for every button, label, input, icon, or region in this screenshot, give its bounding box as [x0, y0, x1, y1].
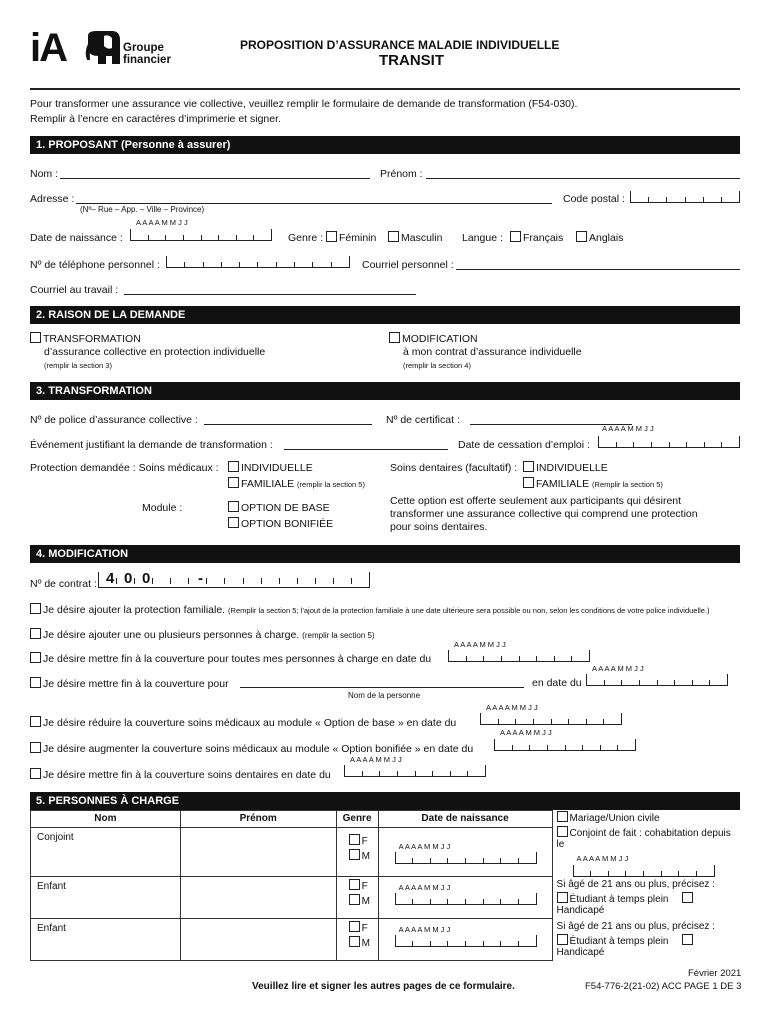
modification-note: (remplir la section 4) [403, 361, 471, 370]
adresse-field[interactable] [76, 203, 552, 204]
intro-line2: Remplir à l’encre en caractères d’imprimerie et signer. [30, 113, 281, 125]
genre-label: Genre : [288, 232, 324, 244]
f-checkbox[interactable] [349, 921, 360, 932]
prenom-cell[interactable] [180, 828, 336, 877]
item1-checkbox[interactable] [30, 603, 41, 614]
genre-cell [336, 828, 378, 877]
footer-date: Février 2021 [688, 968, 742, 979]
handicape-option[interactable]: Handicapé [557, 894, 696, 916]
cessation-label: Date de cessation d’emploi : [458, 439, 590, 451]
intro-line1: Pour transformer une assurance vie collective, veuillez remplir le formulaire de demande de transformation (F54-030). [30, 98, 578, 110]
etudiant-option[interactable]: Étudiant à temps plein [557, 936, 669, 947]
option-bonifiee-option[interactable]: OPTION BONIFIÉE [228, 517, 333, 530]
row-label: Conjoint [31, 828, 181, 877]
mariage-checkbox[interactable] [557, 811, 568, 822]
nom-label: Nom : [30, 168, 59, 180]
genre-m[interactable]: M [349, 936, 378, 951]
item3-date-field[interactable] [448, 650, 590, 662]
cessation-date-hint: A A A A M M J J [602, 424, 654, 433]
form-title: PROPOSITION D’ASSURANCE MALADIE INDIVIDUELLE [240, 38, 560, 52]
footer-code: F54-776-2(21-02) ACC [585, 981, 682, 992]
courriel-travail-field[interactable] [124, 294, 416, 295]
item7[interactable]: Je désire mettre fin à la couverture soins dentaires en date du [30, 768, 331, 781]
item6-date-hint: A A A A M M J J [500, 728, 552, 737]
f-checkbox[interactable] [349, 834, 360, 845]
courriel-travail-label: Courriel au travail : [30, 284, 119, 296]
feminin-checkbox[interactable] [326, 231, 337, 242]
anglais-checkbox[interactable] [576, 231, 587, 242]
item3-checkbox[interactable] [30, 652, 41, 663]
m-checkbox[interactable] [349, 894, 360, 905]
logo-text: Groupe financier [123, 42, 171, 66]
certificat-label: Nº de certificat : [386, 414, 460, 426]
item6-checkbox[interactable] [30, 742, 41, 753]
courriel-perso-label: Courriel personnel : [362, 259, 454, 271]
item5[interactable]: Je désire réduire la couverture soins médicaux au module « Option de base » en date du [30, 716, 456, 729]
item4-date-hint: A A A A M M J J [592, 664, 644, 673]
col-prenom: Prénom [180, 811, 336, 828]
option-note-1: Cette option est offerte seulement aux participants qui désirent [390, 495, 682, 507]
telephone-label: Nº de téléphone personnel : [30, 259, 160, 271]
item1[interactable]: Je désire ajouter la protection familiale. (Remplir la section 5; l’ajout de la protection familiale à une date ultérieure sera possible ou non, selon les conditions de votre police individuelle.) [30, 603, 710, 616]
row-label: Enfant [31, 877, 181, 919]
protection-label: Protection demandée : Soins médicaux : [30, 462, 219, 474]
prenom-field[interactable] [426, 178, 740, 179]
masculin-option[interactable]: Masculin [388, 231, 442, 244]
item7-checkbox[interactable] [30, 768, 41, 779]
section5-header: 5. PERSONNES À CHARGE [30, 792, 740, 810]
medicaux-familiale-option[interactable]: FAMILIALE (remplir la section 5) [228, 477, 365, 490]
genre-f[interactable]: F [349, 834, 378, 849]
dentaires-individuelle-option[interactable]: INDIVIDUELLE [523, 461, 608, 474]
contrat-digit-1: 4 [106, 570, 115, 587]
transformation-desc: d’assurance collective en protection individuelle [44, 346, 266, 358]
item6-date-field[interactable] [494, 739, 636, 751]
dentaires-familiale-option[interactable]: FAMILIALE (Remplir la section 5) [523, 477, 663, 490]
mariage-option[interactable]: Mariage/Union civile [557, 811, 740, 824]
date-hint: A A A A M M J J [136, 218, 188, 227]
section4-header: 4. MODIFICATION [30, 545, 740, 563]
personnes-a-charge-table [30, 810, 740, 961]
module-label: Module : [142, 502, 183, 514]
m-checkbox[interactable] [349, 849, 360, 860]
dentaires-individuelle-checkbox[interactable] [523, 461, 534, 472]
form-subtitle: TRANSIT [379, 52, 444, 69]
adresse-hint: (Nº– Rue – App. – Ville – Province) [80, 205, 205, 214]
elephant-logo-icon [84, 30, 122, 66]
modification-option[interactable]: MODIFICATION [389, 332, 478, 345]
item3[interactable]: Je désire mettre fin à la couverture pour toutes mes personnes à charge en date du [30, 652, 431, 665]
date-cell[interactable]: A A A A M M J J [378, 919, 552, 961]
m-checkbox[interactable] [349, 936, 360, 947]
etudiant-option[interactable]: Étudiant à temps plein [557, 894, 669, 905]
col-date: Date de naissance [378, 811, 552, 828]
footer-page: PAGE 1 DE 3 [684, 981, 742, 992]
item5-date-hint: A A A A M M J J [486, 703, 538, 712]
item4-date-field[interactable] [586, 674, 728, 686]
contrat-field[interactable] [98, 572, 370, 588]
dentaires-label: Soins dentaires (facultatif) : [390, 462, 518, 474]
anglais-option[interactable]: Anglais [576, 231, 623, 244]
contrat-digit-2: 0 [124, 570, 133, 587]
table-row [31, 919, 741, 961]
telephone-field[interactable] [166, 256, 350, 268]
enfant-status: Si âgé de 21 ans ou plus, précisez : Étudiant à temps pleinHandicapé [556, 920, 715, 958]
modification-desc: à mon contrat d’assurance individuelle [403, 346, 582, 358]
transformation-option[interactable]: TRANSFORMATION [30, 332, 141, 345]
masculin-checkbox[interactable] [388, 231, 399, 242]
date-naissance-label: Date de naissance : [30, 232, 123, 244]
handicape-checkbox[interactable] [682, 934, 693, 945]
cohabitation-date-field[interactable] [573, 865, 715, 877]
col-nom: Nom [31, 811, 181, 828]
section2-header: 2. RAISON DE LA DEMANDE [30, 306, 740, 324]
option-base-option[interactable]: OPTION DE BASE [228, 501, 330, 514]
item2[interactable]: Je désire ajouter une ou plusieurs personnes à charge. (remplir la section 5) [30, 628, 375, 641]
item7-date-hint: A A A A M M J J [350, 755, 402, 764]
nom-field[interactable] [60, 178, 370, 179]
adresse-label: Adresse : [30, 193, 75, 205]
option-bonifiee-checkbox[interactable] [228, 517, 239, 528]
etudiant-checkbox[interactable] [557, 934, 568, 945]
etudiant-checkbox[interactable] [557, 892, 568, 903]
item4[interactable]: Je désire mettre fin à la couverture pour [30, 677, 229, 690]
conjoint-fait-checkbox[interactable] [557, 826, 568, 837]
item5-checkbox[interactable] [30, 716, 41, 727]
date-cell[interactable]: A A A A M M J J [378, 828, 552, 877]
dentaires-familiale-checkbox[interactable] [523, 477, 534, 488]
item4-date-label: en date du [532, 677, 582, 689]
code-postal-label: Code postal : [563, 193, 625, 205]
prenom-label: Prénom : [380, 168, 423, 180]
option-note-3: pour soins dentaires. [390, 521, 488, 533]
transformation-note: (remplir la section 3) [44, 361, 112, 370]
item5-date-field[interactable] [480, 713, 622, 725]
table-row [31, 877, 741, 919]
genre-cell [336, 919, 378, 961]
item3-date-hint: A A A A M M J J [454, 640, 506, 649]
item6[interactable]: Je désire augmenter la couverture soins médicaux au module « Option bonifiée » en date du [30, 742, 473, 755]
genre-f[interactable]: F [349, 879, 378, 894]
option-base-checkbox[interactable] [228, 501, 239, 512]
col-genre: Genre [336, 811, 378, 828]
evenement-label: Événement justifiant la demande de transformation : [30, 439, 273, 451]
langue-label: Langue : [462, 232, 503, 244]
option-note-2: transformer une assurance collective qui comprend une protection [390, 508, 698, 520]
handicape-option[interactable]: Handicapé [557, 936, 696, 958]
header-divider [30, 88, 740, 90]
contrat-dash: - [198, 570, 203, 587]
police-field[interactable] [204, 424, 372, 425]
f-checkbox[interactable] [349, 879, 360, 890]
genre-m[interactable]: M [349, 849, 378, 864]
contrat-digit-3: 0 [142, 570, 151, 587]
item4-checkbox[interactable] [30, 677, 41, 688]
medicaux-familiale-checkbox[interactable] [228, 477, 239, 488]
modification-checkbox[interactable] [389, 332, 400, 343]
item4-name-field[interactable] [240, 687, 524, 688]
evenement-field[interactable] [284, 449, 448, 450]
date-naissance-field[interactable] [130, 229, 272, 241]
item4-name-hint: Nom de la personne [348, 691, 421, 700]
cessation-date-field[interactable] [598, 436, 740, 448]
prenom-cell[interactable] [180, 877, 336, 919]
courriel-perso-field[interactable] [456, 269, 740, 270]
item2-checkbox[interactable] [30, 628, 41, 639]
francais-checkbox[interactable] [510, 231, 521, 242]
prenom-cell[interactable] [180, 919, 336, 961]
date-cell[interactable]: A A A A M M J J [378, 877, 552, 919]
conjoint-fait-option[interactable]: Conjoint de fait : cohabitation depuis le [556, 827, 731, 850]
logo-ia: iA [30, 26, 66, 70]
code-postal-field[interactable] [630, 191, 740, 203]
contrat-label: Nº de contrat : [30, 578, 97, 590]
feminin-option[interactable]: Féminin [326, 231, 376, 244]
section3-header: 3. TRANSFORMATION [30, 382, 740, 400]
row-label: Enfant [31, 919, 181, 961]
conjoint-status [552, 811, 740, 877]
enfant-status: Si âgé de 21 ans ou plus, précisez : Étudiant à temps pleinHandicapé [556, 878, 715, 916]
police-label: Nº de police d’assurance collective : [30, 414, 198, 426]
section1-header: 1. PROPOSANT (Personne à assurer) [30, 136, 740, 154]
cohabitation-date-hint: A A A A M M J J [576, 853, 629, 863]
medicaux-individuelle-option[interactable]: INDIVIDUELLE [228, 461, 313, 474]
genre-m[interactable]: M [349, 894, 378, 909]
item7-date-field[interactable] [344, 765, 486, 777]
francais-option[interactable]: Français [510, 231, 563, 244]
handicape-checkbox[interactable] [682, 892, 693, 903]
medicaux-individuelle-checkbox[interactable] [228, 461, 239, 472]
genre-f[interactable]: F [349, 921, 378, 936]
transformation-checkbox[interactable] [30, 332, 41, 343]
genre-cell [336, 877, 378, 919]
footer-instruction: Veuillez lire et signer les autres pages de ce formulaire. [252, 981, 515, 992]
